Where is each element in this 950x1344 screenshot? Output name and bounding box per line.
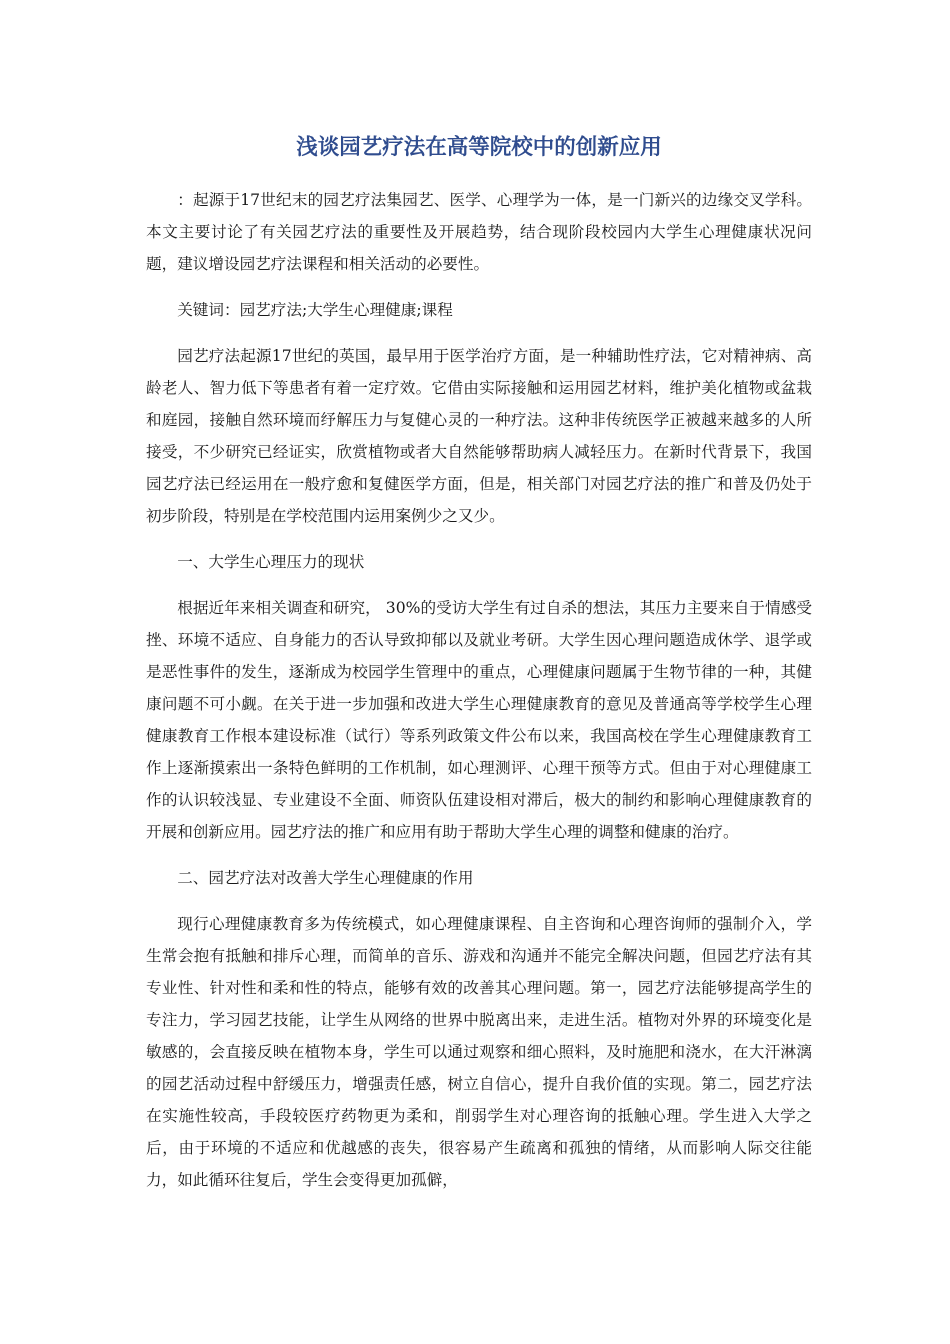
document-body bbox=[146, 128, 812, 1210]
keywords-line: 关键词：园艺疗法;大学生心理健康;课程 bbox=[177, 301, 453, 319]
document-title: 浅谈园艺疗法在高等院校中的创新应用 bbox=[296, 135, 662, 160]
abstract-paragraph: ：起源于17世纪末的园艺疗法集园艺、医学、心理学为一体，是一门新兴的边缘交叉学科。本文主要讨论了有关园艺疗法的重要性及开展趋势，结合现阶段校园内大学生心理健康状况问题，建议增设园艺疗法课程和相关活动的必要性。 bbox=[146, 191, 812, 273]
section-1-paragraph: 根据近年来相关调查和研究， 30%的受访大学生有过自杀的想法，其压力主要来自于情感受挫、环境不适应、自身能力的否认导致抑郁以及就业考研。大学生因心理问题造成休学、退学或是恶性事件的发生，逐渐成为校园学生管理中的重点，心理健康问题属于生物节律的一种，其健康问题不可小觑。在关于进一步加强和改进大学生心理健康教育的意见及普通高等学校学生心理健康教育工作根本建设标准（试行）等系列政策文件公布以来，我国高校在学生心理健康教育工作上逐渐摸索出一条特色鲜明的工作机制，如心理测评、心理干预等方式。但由于对心理健康工作的认识较浅显、专业建设不全面、师资队伍建设相对滞后，极大的制约和影响心理健康教育的开展和创新应用。园艺疗法的推广和应用有助于帮助大学生心理的调整和健康的治疗。 bbox=[146, 599, 812, 841]
intro-paragraph: 园艺疗法起源17世纪的英国，最早用于医学治疗方面，是一种辅助性疗法，它对精神病、高龄老人、智力低下等患者有着一定疗效。它借由实际接触和运用园艺材料，维护美化植物或盆栽和庭园，接触自然环境而纾解压力与复健心灵的一种疗法。这种非传统医学正被越来越多的人所接受，不少研究已经证实，欣赏植物或者大自然能够帮助病人减轻压力。在新时代背景下，我国园艺疗法已经运用在一般疗愈和复健医学方面，但是，相关部门对园艺疗法的推广和普及仍处于初步阶段，特别是在学校范围内运用案例少之又少。 bbox=[146, 347, 812, 525]
section-2-paragraph: 现行心理健康教育多为传统模式，如心理健康课程、自主咨询和心理咨询师的强制介入，学生常会抱有抵触和排斥心理，而简单的音乐、游戏和沟通并不能完全解决问题，但园艺疗法有其专业性、针对性和柔和性的特点，能够有效的改善其心理问题。第一，园艺疗法能够提高学生的专注力，学习园艺技能，让学生从网络的世界中脱离出来，走进生活。植物对外界的环境变化是敏感的，会直接反映在植物本身，学生可以通过观察和细心照料，及时施肥和浇水，在大汗淋漓的园艺活动过程中舒缓压力，增强责任感，树立自信心，提升自我价值的实现。第二，园艺疗法在实施性较高，手段较医疗药物更为柔和，削弱学生对心理咨询的抵触心理。学生进入大学之后，由于环境的不适应和优越感的丧失，很容易产生疏离和孤独的情绪，从而影响人际交往能力，如此循环往复后，学生会变得更加孤僻， bbox=[146, 915, 812, 1189]
section-heading-2: 二、园艺疗法对改善大学生心理健康的作用 bbox=[177, 869, 474, 887]
section-heading-1: 一、大学生心理压力的现状 bbox=[177, 553, 365, 571]
